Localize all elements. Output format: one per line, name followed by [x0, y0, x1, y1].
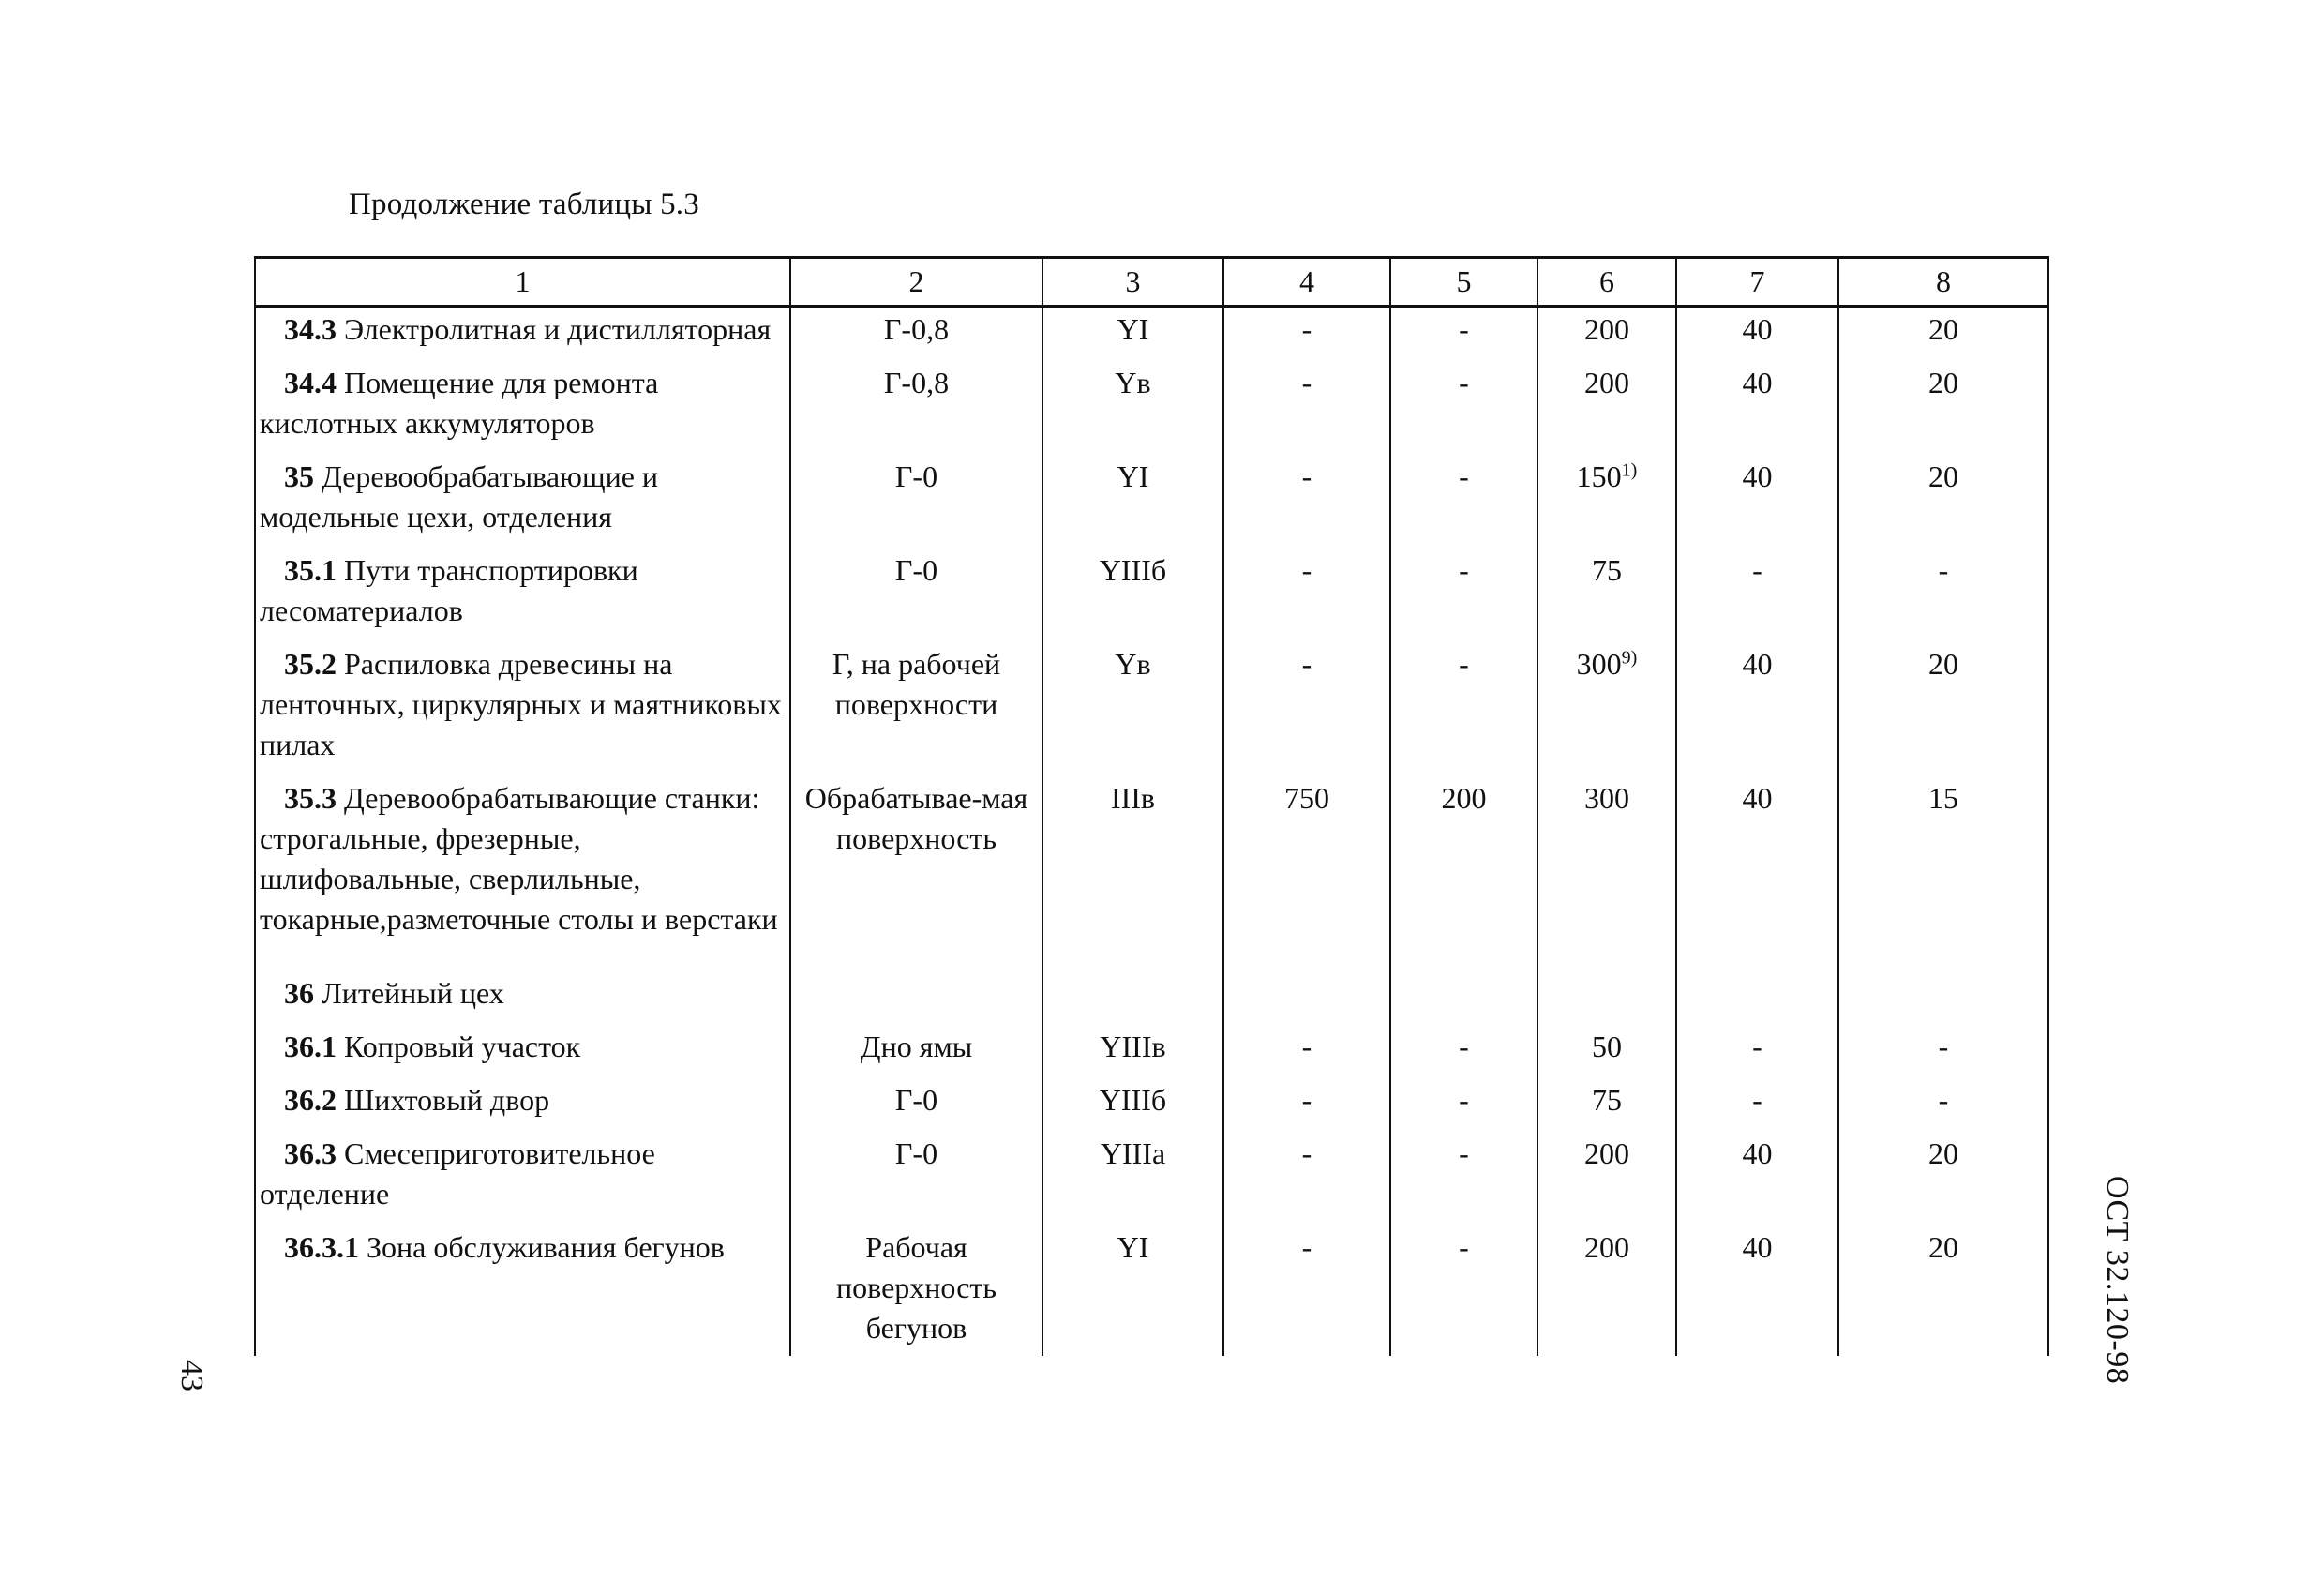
cell-value: - [1301, 1230, 1312, 1264]
cell-col-5 [1390, 307, 1537, 360]
cell-col-2 [790, 359, 1042, 453]
cell-value: - [1459, 647, 1469, 681]
cell-value: YIIIв [1100, 1030, 1166, 1063]
cell-value: - [1938, 1030, 1949, 1063]
table-row [255, 547, 2048, 640]
item-number: 35.1 [284, 553, 337, 587]
cell-col-6 [1537, 307, 1676, 360]
cell-value: - [1752, 1083, 1762, 1117]
item-name: Зона обслуживания бегунов [367, 1230, 725, 1264]
cell-col-4 [1223, 453, 1390, 547]
cell-value: 20 [1928, 312, 1958, 346]
cell-col-8 [1838, 1076, 2048, 1130]
cell-value: 300 [1584, 781, 1629, 815]
cell-col-3 [1042, 1130, 1223, 1224]
table-row [255, 1130, 2048, 1224]
cell-value: - [1459, 553, 1469, 587]
column-header-4: 4 [1223, 258, 1390, 307]
table-caption: Продолжение таблицы 5.3 [349, 188, 699, 221]
cell-value: 200 [1584, 1136, 1629, 1170]
cell-col-8 [1838, 1224, 2048, 1356]
cell-room-name [255, 453, 790, 547]
cell-col-2 [790, 307, 1042, 360]
cell-col-7 [1676, 307, 1838, 360]
item-number: 35.2 [284, 647, 337, 681]
cell-col-3 [1042, 774, 1223, 949]
cell-col-6 [1537, 359, 1676, 453]
cell-room-name [255, 547, 790, 640]
cell-col-7 [1676, 1224, 1838, 1356]
column-header-1: 1 [255, 258, 790, 307]
cell-value: - [1301, 366, 1312, 399]
table-header-row [255, 258, 2048, 307]
cell-col-4 [1223, 1076, 1390, 1130]
cell-col-6 [1537, 949, 1676, 1023]
item-name: Деревообрабатывающие станки: строгальные, фрезерные, шлифовальные, сверлильные, токарные,разметочные столы и верстаки [260, 781, 778, 936]
cell-room-name [255, 359, 790, 453]
cell-col-8 [1838, 640, 2048, 774]
cell-value: 40 [1742, 366, 1773, 399]
item-name: Копровый участок [344, 1030, 581, 1063]
cell-room-name [255, 307, 790, 360]
cell-col-7 [1676, 1076, 1838, 1130]
cell-value: 200 [1584, 1230, 1629, 1264]
cell-value: - [1301, 647, 1312, 681]
cell-value: YI [1117, 312, 1149, 346]
cell-col-3 [1042, 949, 1223, 1023]
cell-value: 150 [1576, 459, 1622, 493]
cell-value: Г-0 [894, 459, 938, 493]
cell-value: 40 [1742, 781, 1773, 815]
cell-value: - [1459, 1136, 1469, 1170]
page-number: 43 [174, 1360, 209, 1391]
cell-col-3 [1042, 1224, 1223, 1356]
cell-col-2 [790, 1076, 1042, 1130]
cell-value: Yв [1115, 366, 1151, 399]
cell-value: - [1752, 1030, 1762, 1063]
cell-col-2 [790, 453, 1042, 547]
cell-value: 15 [1928, 781, 1958, 815]
column-header-7: 7 [1676, 258, 1838, 307]
item-name: Электролитная и дистилляторная [344, 312, 772, 346]
cell-value: YIIIб [1099, 1083, 1167, 1117]
cell-value: Обрабатывае-мая поверхность [804, 781, 1028, 855]
cell-col-6 [1537, 453, 1676, 547]
cell-col-7 [1676, 774, 1838, 949]
column-header-5: 5 [1390, 258, 1537, 307]
cell-col-7 [1676, 359, 1838, 453]
cell-col-4 [1223, 1130, 1390, 1224]
cell-value: Дно ямы [860, 1030, 973, 1063]
cell-value: 20 [1928, 366, 1958, 399]
column-header-2: 2 [790, 258, 1042, 307]
table-row [255, 1023, 2048, 1076]
item-number: 35.3 [284, 781, 337, 815]
table-row [255, 453, 2048, 547]
cell-value: - [1459, 366, 1469, 399]
cell-col-8 [1838, 359, 2048, 453]
cell-col-3 [1042, 1023, 1223, 1076]
cell-col-8 [1838, 453, 2048, 547]
cell-col-6 [1537, 1023, 1676, 1076]
cell-col-2 [790, 1130, 1042, 1224]
cell-col-2 [790, 640, 1042, 774]
cell-col-7 [1676, 547, 1838, 640]
cell-col-4 [1223, 1224, 1390, 1356]
cell-value: 20 [1928, 459, 1958, 493]
item-number: 34.4 [284, 366, 337, 399]
cell-col-4 [1223, 774, 1390, 949]
cell-value: Г-0,8 [883, 312, 950, 346]
table-body [255, 307, 2048, 1357]
cell-value: 200 [1441, 781, 1487, 815]
footnote-marker: 9) [1621, 647, 1638, 669]
cell-value: Yв [1115, 647, 1151, 681]
item-name: Шихтовый двор [344, 1083, 550, 1117]
cell-col-4 [1223, 547, 1390, 640]
cell-col-8 [1838, 307, 2048, 360]
cell-col-5 [1390, 1023, 1537, 1076]
cell-col-2 [790, 547, 1042, 640]
cell-value: - [1301, 1083, 1312, 1117]
cell-value: - [1752, 553, 1762, 587]
cell-value: YI [1117, 459, 1149, 493]
item-number: 36.2 [284, 1083, 337, 1117]
cell-value: YIIIа [1100, 1136, 1166, 1170]
cell-col-8 [1838, 1023, 2048, 1076]
cell-col-2 [790, 1023, 1042, 1076]
cell-value: 750 [1284, 781, 1329, 815]
cell-col-4 [1223, 949, 1390, 1023]
item-name: Пути транспортировки лесоматериалов [260, 553, 638, 627]
item-number: 36.1 [284, 1030, 337, 1063]
cell-value: YIIIб [1099, 553, 1167, 587]
cell-value: - [1459, 312, 1469, 346]
cell-value: - [1938, 553, 1949, 587]
cell-col-3 [1042, 359, 1223, 453]
cell-value: 300 [1576, 647, 1622, 681]
cell-col-6 [1537, 1130, 1676, 1224]
cell-value: - [1301, 312, 1312, 346]
item-name: Деревообрабатывающие и модельные цехи, отделения [260, 459, 659, 534]
cell-col-7 [1676, 640, 1838, 774]
cell-col-8 [1838, 1130, 2048, 1224]
cell-col-6 [1537, 1076, 1676, 1130]
cell-value: 75 [1592, 1083, 1622, 1117]
item-name: Помещение для ремонта кислотных аккумуляторов [260, 366, 659, 440]
cell-col-4 [1223, 1023, 1390, 1076]
cell-value: 20 [1928, 1136, 1958, 1170]
cell-value: Г-0 [894, 1136, 938, 1170]
cell-col-4 [1223, 640, 1390, 774]
cell-col-6 [1537, 547, 1676, 640]
cell-col-4 [1223, 359, 1390, 453]
item-number: 36.3.1 [284, 1230, 359, 1264]
cell-col-3 [1042, 307, 1223, 360]
cell-value: 40 [1742, 1136, 1773, 1170]
cell-room-name [255, 774, 790, 949]
cell-room-name [255, 949, 790, 1023]
cell-value: 50 [1592, 1030, 1622, 1063]
cell-col-3 [1042, 1076, 1223, 1130]
cell-room-name [255, 1224, 790, 1356]
cell-value: YI [1117, 1230, 1149, 1264]
table-row [255, 774, 2048, 949]
cell-col-8 [1838, 949, 2048, 1023]
table-row [255, 640, 2048, 774]
cell-value: 40 [1742, 459, 1773, 493]
cell-value: Г-0 [894, 553, 938, 587]
cell-col-5 [1390, 1076, 1537, 1130]
item-name: Распиловка древесины на ленточных, циркулярных и маятниковых пилах [260, 647, 782, 761]
cell-value: - [1938, 1083, 1949, 1117]
document-code: ОСТ 32.120-98 [2100, 1176, 2135, 1385]
cell-value: 75 [1592, 553, 1622, 587]
cell-col-3 [1042, 453, 1223, 547]
cell-col-8 [1838, 774, 2048, 949]
cell-value: 20 [1928, 647, 1958, 681]
cell-col-5 [1390, 1224, 1537, 1356]
table-row [255, 307, 2048, 360]
cell-col-2 [790, 1224, 1042, 1356]
cell-value: - [1301, 459, 1312, 493]
cell-col-3 [1042, 547, 1223, 640]
cell-col-6 [1537, 1224, 1676, 1356]
item-number: 36 [284, 976, 314, 1010]
cell-value: 40 [1742, 1230, 1773, 1264]
cell-col-5 [1390, 1130, 1537, 1224]
cell-col-7 [1676, 1130, 1838, 1224]
cell-value: - [1459, 459, 1469, 493]
cell-col-3 [1042, 640, 1223, 774]
cell-col-5 [1390, 640, 1537, 774]
cell-col-5 [1390, 774, 1537, 949]
cell-col-5 [1390, 453, 1537, 547]
cell-col-2 [790, 949, 1042, 1023]
table-row [255, 1076, 2048, 1130]
cell-value: 40 [1742, 312, 1773, 346]
item-number: 36.3 [284, 1136, 337, 1170]
column-header-3: 3 [1042, 258, 1223, 307]
item-number: 35 [284, 459, 314, 493]
table-row [255, 1224, 2048, 1356]
cell-col-2 [790, 774, 1042, 949]
item-name: Смесеприготовительное отделение [260, 1136, 655, 1211]
cell-value: 20 [1928, 1230, 1958, 1264]
cell-value: - [1301, 1030, 1312, 1063]
cell-value: - [1459, 1230, 1469, 1264]
cell-col-5 [1390, 359, 1537, 453]
cell-value: 40 [1742, 647, 1773, 681]
column-header-6: 6 [1537, 258, 1676, 307]
cell-col-7 [1676, 949, 1838, 1023]
cell-col-6 [1537, 640, 1676, 774]
cell-value: 200 [1584, 312, 1629, 346]
cell-col-6 [1537, 774, 1676, 949]
cell-col-8 [1838, 547, 2048, 640]
cell-value: Г-0,8 [883, 366, 950, 399]
cell-col-7 [1676, 453, 1838, 547]
column-header-8: 8 [1838, 258, 2048, 307]
cell-value: - [1459, 1083, 1469, 1117]
cell-room-name [255, 1130, 790, 1224]
cell-col-5 [1390, 949, 1537, 1023]
cell-col-7 [1676, 1023, 1838, 1076]
cell-value: Г, на рабочей поверхности [832, 647, 1001, 721]
cell-room-name [255, 640, 790, 774]
cell-value: - [1301, 1136, 1312, 1170]
footnote-marker: 1) [1621, 459, 1638, 481]
cell-value: Рабочая поверхность бегунов [836, 1230, 997, 1345]
cell-col-5 [1390, 547, 1537, 640]
item-name: Литейный цех [322, 976, 504, 1010]
cell-value: - [1301, 553, 1312, 587]
table-row [255, 949, 2048, 1023]
cell-col-4 [1223, 307, 1390, 360]
cell-value: - [1459, 1030, 1469, 1063]
lighting-norms-table [254, 256, 2049, 1356]
item-number: 34.3 [284, 312, 337, 346]
table-row [255, 359, 2048, 453]
cell-room-name [255, 1076, 790, 1130]
cell-room-name [255, 1023, 790, 1076]
cell-value: Г-0 [894, 1083, 938, 1117]
cell-value: IIIв [1110, 781, 1156, 815]
cell-value: 200 [1584, 366, 1629, 399]
